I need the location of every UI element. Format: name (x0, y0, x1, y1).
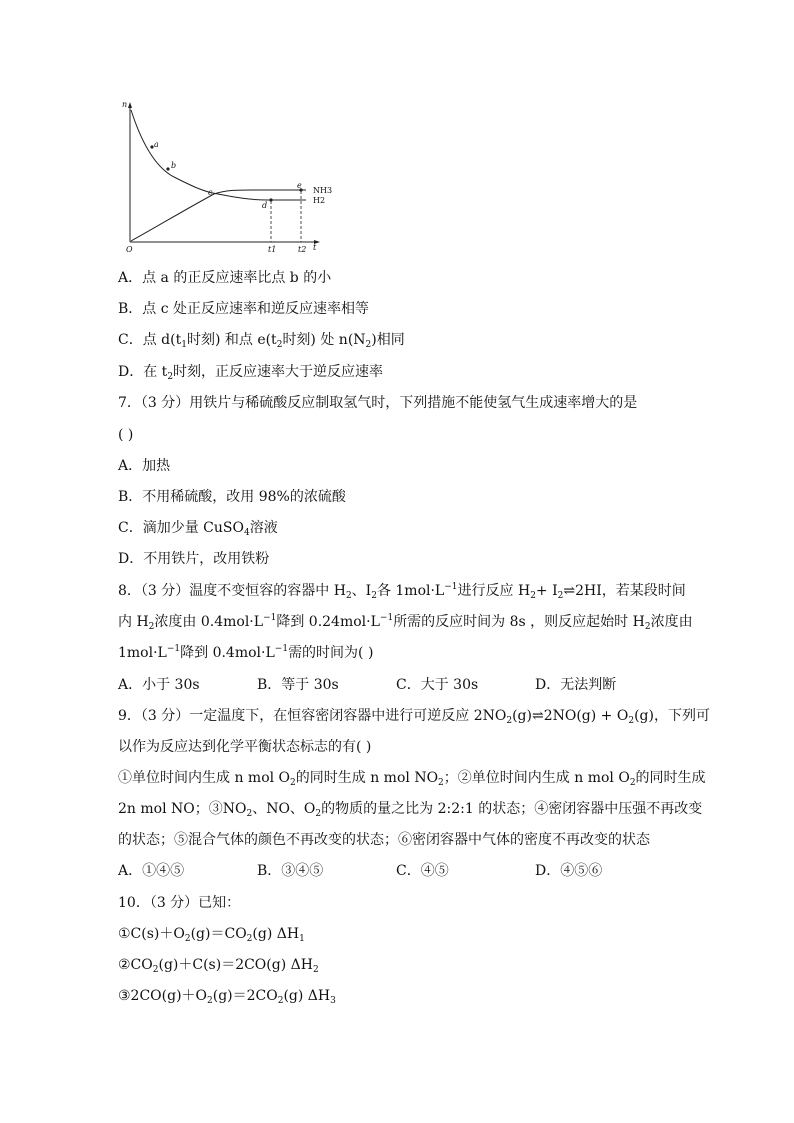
subscript: 4 (243, 528, 250, 538)
subscript: 2 (152, 965, 159, 975)
text: 的同时生成 (635, 770, 706, 786)
text: (g)＝CO (190, 926, 247, 942)
subscript: 2 (345, 591, 352, 601)
text: 进行反应 H (457, 583, 531, 599)
q6-option-c (118, 330, 718, 350)
subscript: 2 (148, 622, 155, 632)
text: 各 1mol·L (376, 583, 445, 599)
text: ①单位时间内生成 n mol O (118, 770, 291, 786)
text: 时刻) 和点 e(t (186, 332, 277, 348)
q7-option-c (118, 518, 718, 538)
text: + I (535, 583, 558, 599)
text: ⇌2HI，若某段时间 (563, 583, 686, 599)
subscript: 1 (181, 340, 187, 350)
text: )相同 (371, 332, 405, 348)
subscript: 2 (628, 716, 635, 726)
q9-stem-line2: 以作为反应达到化学平衡状态标志的有( ) (118, 739, 372, 755)
subscript: 2 (557, 591, 564, 601)
q8-stem-line3 (118, 643, 718, 663)
q6-option-b: B．点 c 处正反应速率和逆反应速率相等 (118, 301, 370, 317)
subscript: 2 (290, 778, 296, 788)
q9-options (118, 861, 718, 881)
superscript: −1 (166, 644, 181, 654)
q8-option-c: C．大于 30s (396, 677, 479, 693)
q7-answer-paren: ( ) (118, 427, 134, 443)
text: 1mol·L (118, 645, 167, 661)
text: 、I (351, 583, 372, 599)
tick-t2-label: t2 (298, 245, 307, 254)
point-c-label: c (208, 188, 213, 197)
q9-stem-line4 (118, 799, 718, 819)
subscript: 2 (315, 809, 322, 819)
subscript: 2 (246, 934, 253, 944)
q7-option-d: D．不用铁片，改用铁粉 (118, 551, 270, 567)
text: 需的时间为( ) (288, 645, 374, 661)
superscript: −1 (444, 582, 458, 592)
reaction-graph (118, 98, 334, 258)
point-b-dot (166, 167, 169, 170)
text: 浓度由 (650, 614, 693, 630)
q10-reaction-3 (118, 986, 718, 1006)
q10-reaction-1 (118, 924, 718, 944)
nh3-curve (131, 190, 306, 241)
subscript: 2 (312, 965, 319, 975)
subscript: 2 (276, 340, 283, 350)
x-axis-label: t (313, 243, 317, 252)
text: (g)⇌2NO(g) + O (512, 708, 629, 724)
point-e-label: e (297, 181, 302, 190)
text: 降到 0.24mol·L (276, 614, 380, 630)
text: 时刻，正反应速率大于逆反应速率 (173, 364, 384, 380)
text: 所需的反应时间为 8s ，则反应起始时 H (393, 614, 645, 630)
text: ③2CO(g)＋O (118, 988, 208, 1004)
y-axis-label: n (122, 100, 128, 109)
subscript: 2 (438, 778, 444, 788)
subscript: 2 (530, 591, 536, 601)
point-b-label: b (171, 161, 177, 170)
q9-option-a: A．①④⑤ (118, 863, 185, 879)
text: 溶液 (249, 520, 278, 536)
text: ①C(s)＋O (118, 926, 185, 942)
text: (g)，下列可 (634, 708, 710, 724)
q7-option-a: A．加热 (118, 458, 171, 474)
q9-stem-line3 (118, 768, 718, 788)
text: 、NO、O (252, 801, 316, 817)
subscript: 1 (299, 934, 305, 944)
q9-option-b: B．③④⑤ (257, 863, 324, 879)
y-axis-arrow (128, 102, 132, 108)
q8-option-a: A．小于 30s (118, 677, 200, 693)
q8-stem-line2 (118, 612, 718, 632)
q9-option-c: C．④⑤ (396, 863, 449, 879)
series-nh3-label: NH3 (313, 186, 333, 195)
text: C．点 d(t (118, 332, 182, 348)
text: 9．（3 分）一定温度下，在恒容密闭容器中进行可逆反应 2NO (118, 708, 507, 724)
q6-option-a: A．点 a 的正反应速率比点 b 的小 (118, 270, 332, 286)
text: (g) ΔH (283, 988, 331, 1004)
subscript: 2 (365, 340, 372, 350)
text: 2n mol NO；③NO (118, 801, 247, 817)
q10-stem: 10．（3 分）已知： (118, 895, 241, 911)
tick-t1-label: t1 (268, 245, 277, 254)
q6-option-d (118, 362, 718, 382)
text: 的物质的量之比为 2:2:1 的状态；④密闭容器中压强不再改变 (321, 801, 703, 817)
q8-options (118, 675, 718, 695)
subscript: 2 (207, 996, 213, 1006)
text: (g)＝2CO (212, 988, 278, 1004)
superscript: −1 (263, 613, 277, 623)
subscript: 2 (629, 778, 636, 788)
h2-curve (131, 110, 306, 200)
q8-option-d: D．无法判断 (535, 677, 617, 693)
reaction-graph-svg (118, 98, 334, 258)
text: (g)＋C(s)＝2CO(g) ΔH (158, 957, 313, 973)
origin-label: O (126, 245, 133, 254)
subscript: 2 (167, 372, 174, 382)
text: C．滴加少量 CuSO (118, 520, 244, 536)
superscript: −1 (379, 613, 394, 623)
text: ②CO (118, 957, 153, 973)
q9-option-d: D．④⑤⑥ (535, 863, 603, 879)
subscript: 2 (506, 716, 513, 726)
q8-stem-line1 (118, 581, 718, 601)
subscript: 2 (644, 622, 651, 632)
text: 浓度由 0.4mol·L (154, 614, 264, 630)
point-d-label: d (262, 201, 268, 210)
text: 的同时生成 n mol NO (295, 770, 439, 786)
text: 时刻) 处 n(N (282, 332, 366, 348)
q10-reaction-2 (118, 955, 718, 975)
subscript: 2 (371, 591, 377, 601)
q7-stem: 7．（3 分）用铁片与稀硫酸反应制取氢气时，下列措施不能使氢气生成速率增大的是 (118, 395, 638, 411)
q7-option-b: B．不用稀硫酸，改用 98%的浓硫酸 (118, 489, 346, 505)
q9-stem-line1 (118, 706, 718, 726)
text: 降到 0.4mol·L (180, 645, 275, 661)
text: ；②单位时间内生成 n mol O (443, 770, 630, 786)
text: 内 H (118, 614, 149, 630)
series-h2-label: H2 (313, 196, 326, 205)
subscript: 2 (246, 809, 253, 819)
q8-option-b: B．等于 30s (257, 677, 339, 693)
superscript: −1 (274, 644, 289, 654)
text: 8．（3 分）温度不变恒容的容器中 H (118, 583, 346, 599)
subscript: 2 (277, 996, 284, 1006)
q9-stem-line5: 的状态；⑤混合气体的颜色不再改变的状态；⑥密闭容器中气体的密度不再改变的状态 (118, 832, 650, 848)
point-a-label: a (154, 140, 159, 149)
subscript: 2 (184, 934, 191, 944)
text: (g) ΔH (252, 926, 300, 942)
subscript: 3 (330, 996, 336, 1006)
text: D．在 t (118, 364, 168, 380)
